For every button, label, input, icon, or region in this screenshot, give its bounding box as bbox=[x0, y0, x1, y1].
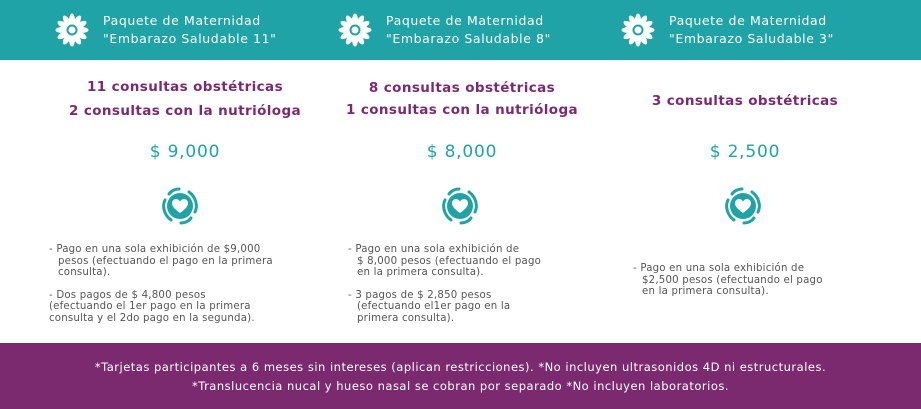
heart-hands-icon bbox=[719, 182, 767, 230]
consultas-list bbox=[595, 89, 895, 113]
flower-icon bbox=[621, 13, 655, 47]
package-title-line1: Paquete de Maternidad bbox=[386, 13, 544, 28]
payment-notes bbox=[49, 244, 329, 335]
consulta-item: 2 consultas con la nutrióloga bbox=[68, 103, 302, 119]
package-column-2 bbox=[312, 60, 612, 343]
package-price: $ 9,000 bbox=[149, 142, 221, 162]
package-header-1 bbox=[55, 0, 277, 60]
consulta-item: 3 consultas obstétricas bbox=[651, 93, 839, 109]
package-price: $ 2,500 bbox=[709, 142, 781, 162]
consultas-list bbox=[312, 77, 612, 121]
payment-notes bbox=[633, 263, 893, 309]
consulta-item: 1 consultas con la nutrióloga bbox=[345, 102, 579, 118]
payment-note: - Pago en una sola exhibición de $9,000 pesos (efectuando el pago en la primera consulta). bbox=[49, 244, 273, 278]
package-header-2 bbox=[338, 0, 551, 60]
payment-note: - Dos pagos de $ 4,800 pesos (efectuando el 1er pago en la primera consulta y el 2do pago en la segunda). bbox=[49, 289, 255, 324]
package-title-line2: "Embarazo Saludable 11" bbox=[103, 31, 277, 46]
flower-icon bbox=[55, 13, 89, 47]
package-column-3 bbox=[595, 60, 895, 343]
consulta-item: 11 consultas obstétricas bbox=[86, 79, 284, 95]
payment-note: - 3 pagos de $ 2,850 pesos (efectuando el1er pago en la primera consulta). bbox=[348, 289, 511, 324]
footer-bar bbox=[0, 343, 921, 409]
payment-notes bbox=[348, 244, 612, 335]
package-header-3 bbox=[621, 0, 834, 60]
footer-note-line2: *Translucencia nucal y hueso nasal se cobran por separado *No incluyen laboratorios. bbox=[191, 379, 729, 393]
package-title-line1: Paquete de Maternidad bbox=[103, 13, 261, 28]
footer-note-line1: *Tarjetas participantes a 6 meses sin intereses (aplican restricciones). *No incluyen ultrasonidos 4D ni estructurales. bbox=[94, 360, 827, 374]
package-title-line1: Paquete de Maternidad bbox=[669, 13, 827, 28]
header-bar bbox=[0, 0, 921, 60]
payment-note: - Pago en una sola exhibición de $2,500 pesos (efectuando el pago en la primera consulta). bbox=[633, 263, 823, 297]
heart-hands-icon bbox=[156, 182, 204, 230]
payment-note: - Pago en una sola exhibición de $ 8,000 pesos (efectuando el pago en la primera consulta). bbox=[348, 244, 542, 278]
package-column-1 bbox=[35, 60, 335, 343]
consulta-item: 8 consultas obstétricas bbox=[368, 80, 556, 96]
consultas-list bbox=[35, 75, 335, 123]
package-title-line2: "Embarazo Saludable 3" bbox=[669, 31, 834, 46]
flower-icon bbox=[338, 13, 372, 47]
heart-hands-icon bbox=[436, 182, 484, 230]
package-title-line2: "Embarazo Saludable 8" bbox=[386, 31, 551, 46]
package-price: $ 8,000 bbox=[426, 142, 498, 162]
